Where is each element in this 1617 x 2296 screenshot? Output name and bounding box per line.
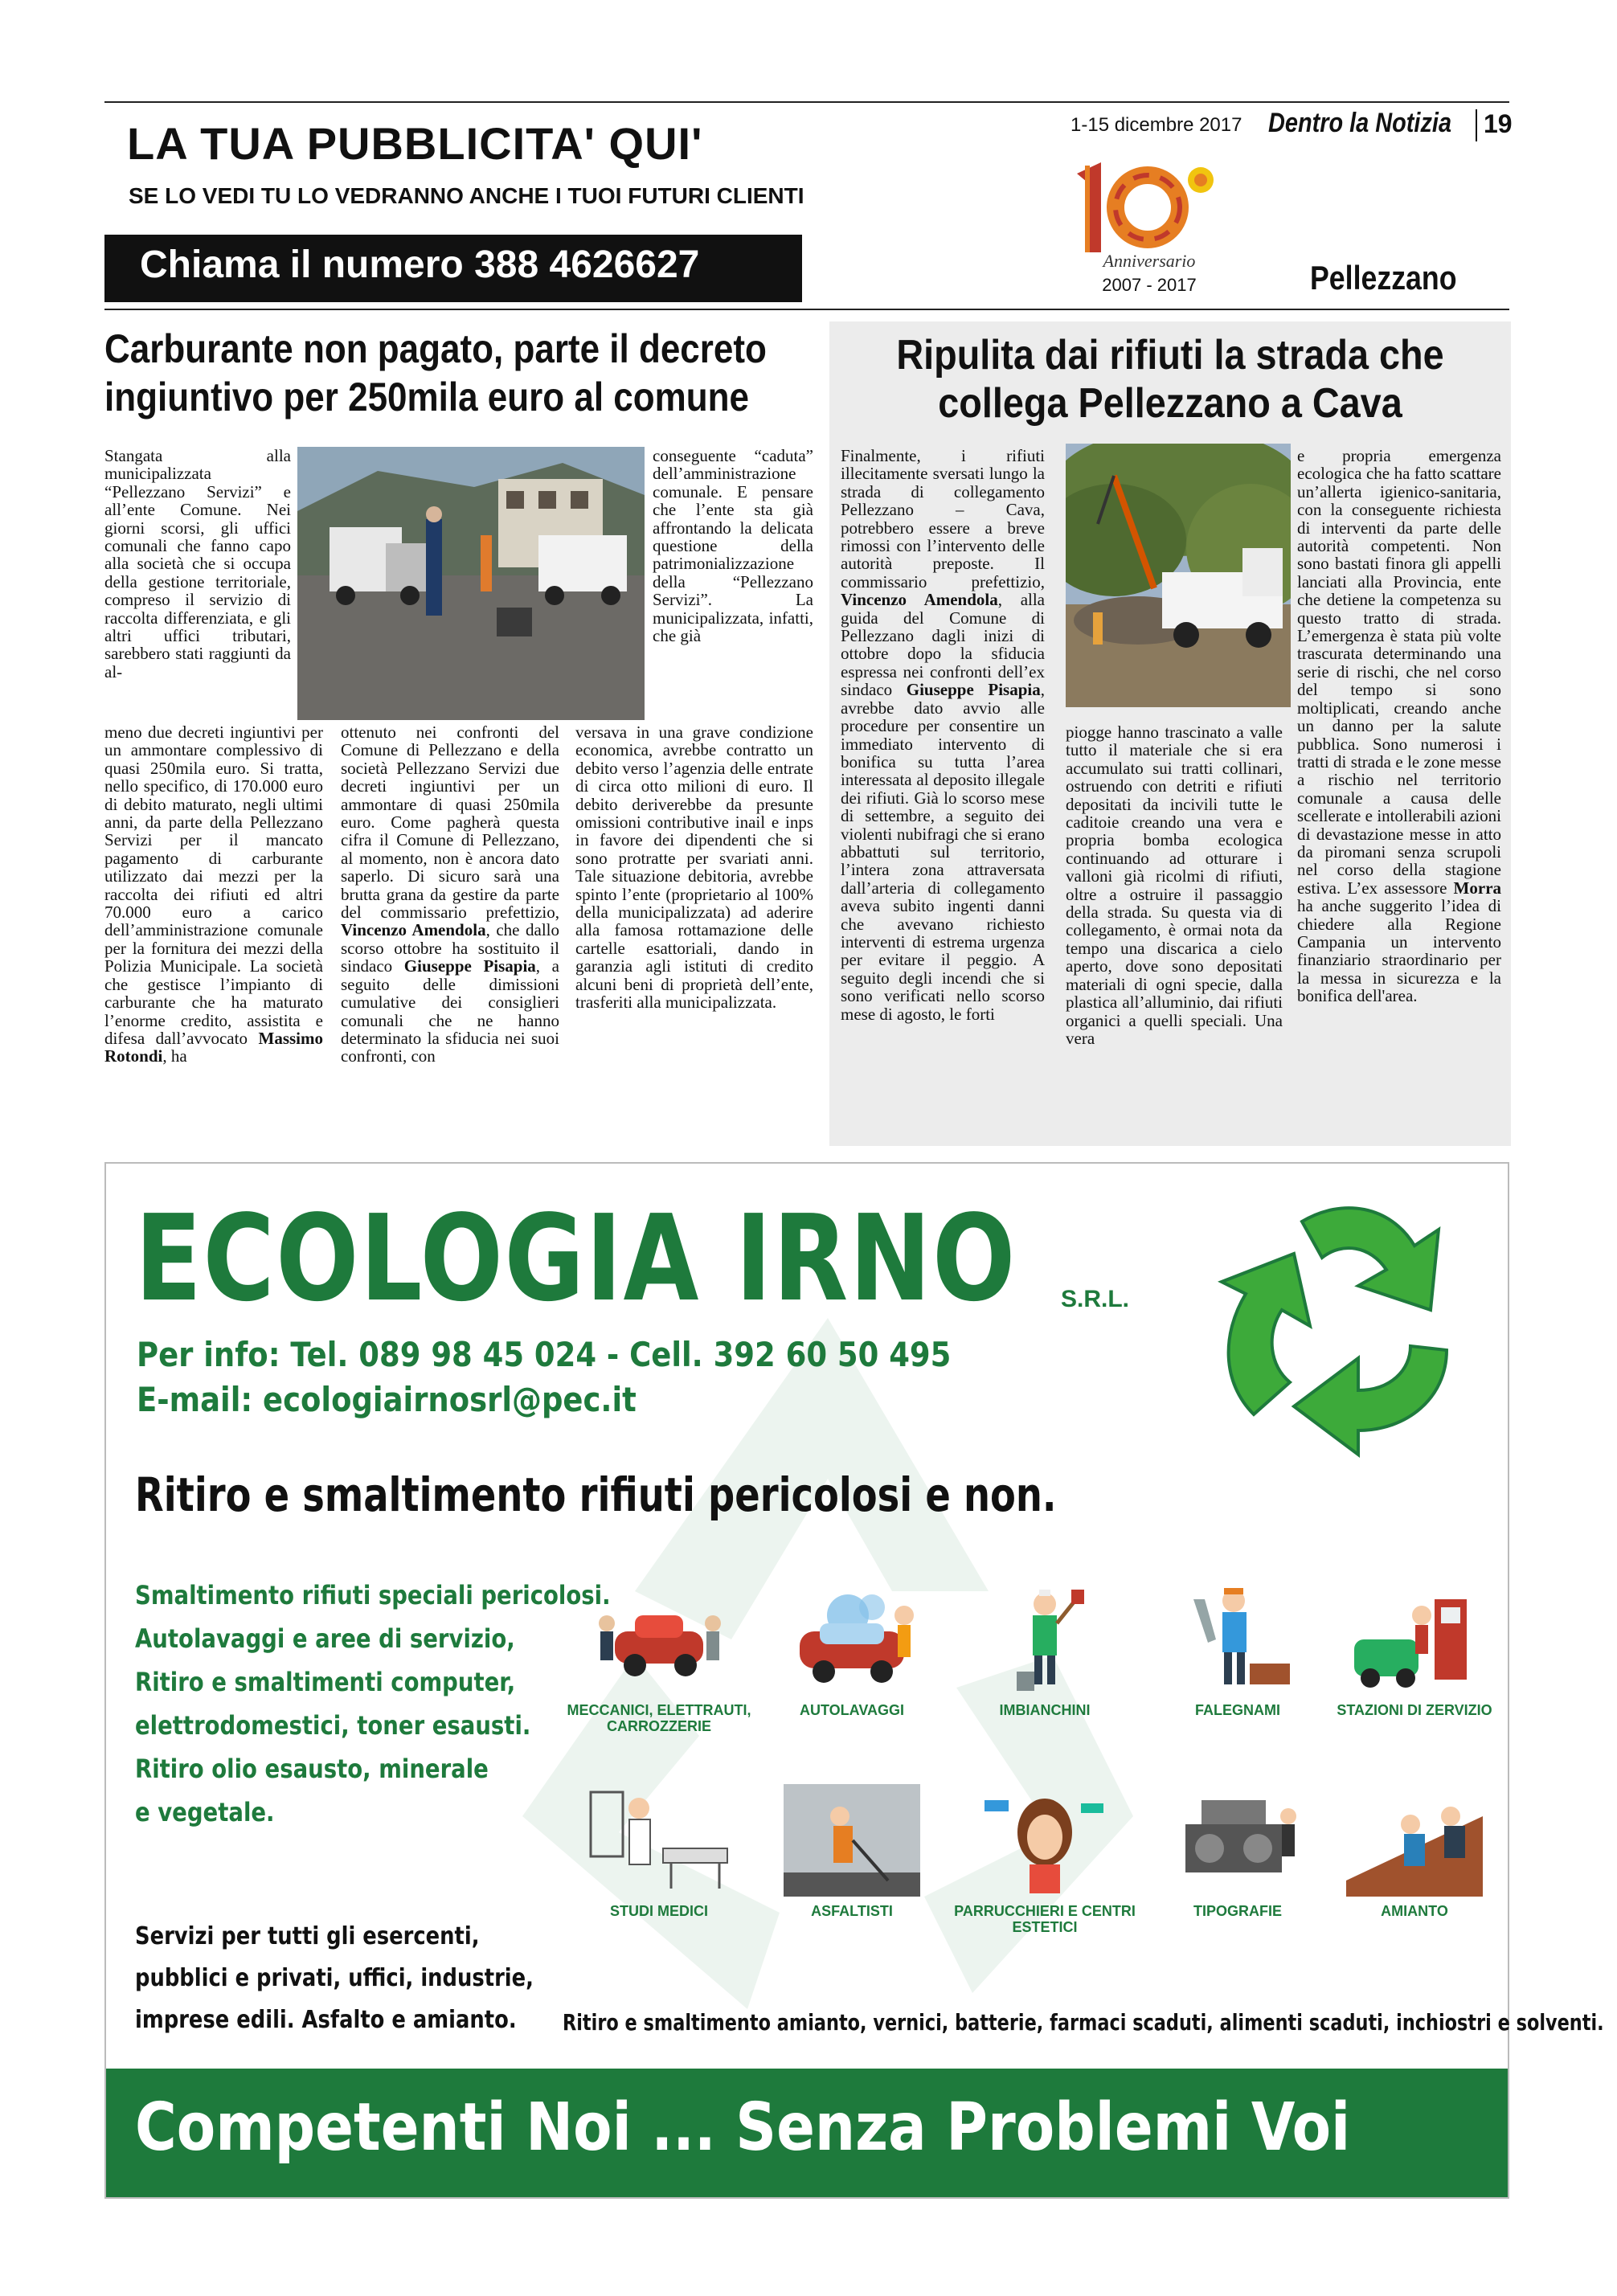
category-label: FALEGNAMI [1195,1702,1280,1718]
asphalt-worker-icon [784,1784,920,1897]
article1-col2-text-c: , a seguito delle dimissioni cumulative dei consiglieri comunali che ne hanno determinato la sfiducia nei suoi confronti, con [341,956,559,1066]
category-label: STAZIONI DI ZERVIZIO [1337,1702,1492,1718]
service-list-item: elettrodomestici, toner esausti. [135,1710,531,1741]
article2-col3-text-b: ha anche suggerito l’idea di chiedere alla Regione Campania un intervento finanziario straordinario per la messa in sicurezza e la bonifica dell'area. [1297,896,1501,1006]
anniversary-label: Anniversario [1103,251,1196,271]
paper-name: Dentro la Notizia [1268,108,1452,138]
category-label: AUTOLAVAGGI [800,1702,904,1718]
article1-col2-name2: Giuseppe Pisapia [403,956,536,976]
article1-headline [104,325,767,421]
article1-col1-name: Massimo Rotondi [104,1028,323,1066]
category-mechanics [563,1583,755,1734]
article2-col1-name2: Giuseppe Pisapia [906,680,1041,700]
ad-disposal-list: Ritiro e smaltimento amianto, vernici, batterie, farmaci scaduti, alimenti scaduti, inchiostri e solventi. [563,2009,1604,2036]
article2-col2: piogge hanno trascinato a valle tutto il materiale che si era accumulato sui tratti collinari, ostruendo con detriti e rifiuti depositati da incivili tutte le caditoie creando una vera e propria bomba ecologica continuando ad otturare i valloni già ricolmi di rifiuti, oltre a ostruire il passaggio della strada. Su questa via di collegamento, è ormai nota da tempo una discarica a cielo aperto, dove sono depositati materiali di ogni specie, dalla plastica all’alluminio, dai rifiuti organici a quelli speciali. Una vera [1066,723,1283,1048]
service-list-item: Smaltimento rifiuti speciali pericolosi. [135,1580,611,1610]
service-list-item: e vegetale. [135,1797,275,1827]
category-label: IMBIANCHINI [999,1702,1091,1718]
article1-col3-top: conseguente “caduta” dell’amministrazione comunale. E pensare che l’ente sta già affrontando la delicata questione della patrimonializzazione della “Pellezzano Servizi”. La municipalizzata, infatti, che già [653,447,813,646]
category-asphalt [755,1784,948,1919]
article2-col1-text-b: , alla guida del Comune di Pellezzano dagli inizi di ottobre dopo la sfiducia espressa nei confronti dell’ex sindaco [841,590,1045,700]
category-hairdressers [948,1784,1141,1935]
services-note-line: pubblici e privati, uffici, industrie, [135,1964,534,1992]
carpenter-icon [1169,1583,1306,1696]
printing-press-icon [1169,1784,1306,1897]
brand-suffix: S.R.L. [1061,1286,1130,1312]
doctor-icon [583,1784,735,1897]
ad-subtitle: SE LO VEDI TU LO VEDRANNO ANCHE I TUOI FUTURI CLIENTI [129,183,804,208]
service-list-item: Ritiro olio esausto, minerale [135,1754,489,1784]
contact-info [137,1332,951,1422]
header-divider [1476,109,1477,141]
anniversary-years: 2007 - 2017 [1102,275,1197,295]
category-printing [1141,1784,1334,1919]
article2-headline [863,331,1476,428]
section-title: Pellezzano [1310,259,1457,297]
article1-headline-line2: ingiuntivo per 250mila euro al comune [104,374,749,420]
header-rule [104,309,1509,310]
service-list-item: Ritiro e smaltimenti computer, [135,1667,516,1697]
car-wash-icon [784,1583,920,1696]
article2-headline-line1: Ripulita dai rifiuti la strada che [896,332,1444,379]
article1-col1-top: Stangata alla municipalizzata “Pellezzano Servizi” e all’ente Comune. Nei giorni scorsi, gli uffici comunali che fanno capo alla società che si occupa della gestione territoriale, compreso il servizio di raccolta differenziata, e gli altri uffici tributari, sarebbero stati raggiunti da al- [104,447,291,681]
article1-col1-text: meno due decreti ingiuntivi per un ammontare complessivo di quasi 250mila euro. Si tratta, nello specifico, di 170.000 euro di debito maturato, negli ultimi anni, da parte della Pellezzano Servizi per il mancato pagamento di carburante utilizzato dai mezzi per la raccolta dei rifiuti ed altri 70.000 euro a carico dell’amministrazione comunale per la fornitura dei mezzi della Polizia Municipale. La società che gestisce l’impianto di carburante che ha maturato l’enorme credito, assistita e difesa dall’avvocato [104,723,323,1048]
article1-col2-name1: Vincenzo Amendola [341,920,486,940]
contact-email: E-mail: ecologiairnosrl@pec.it [137,1380,637,1419]
car-repair-icon [591,1583,727,1696]
category-painters [948,1583,1141,1718]
category-carwash [755,1583,948,1718]
article2-col3-name: Morra [1453,878,1501,898]
category-label: TIPOGRAFIE [1193,1903,1282,1919]
category-carpenters [1141,1583,1334,1718]
anniversary-logo [1069,158,1230,299]
services-note [135,1916,534,2041]
article1-col2-text-a: ottenuto nei confronti del Comune di Pellezzano e della società Pellezzano Servizi due decreti ingiuntivi per un ammontare di quasi 250mila euro. Come pagherà questa cifra il Comune di Pellezzano, al momento, non è ancora dato saperlo. Di sicuro sarà una brutta grana da gestire da parte del commissario prefettizio, [341,723,559,923]
issue-date: 1-15 dicembre 2017 [1070,114,1242,136]
services-note-line: Servizi per tutti gli esercenti, [135,1922,480,1950]
top-rule [104,101,1509,103]
article2-col1 [841,447,1045,1138]
category-label: MECCANICI, ELETTRAUTI, CARROZZERIE [567,1702,751,1734]
recycle-icon [1206,1189,1479,1463]
article1-col1-bottom [104,723,323,1133]
hairdresser-icon [976,1784,1113,1897]
service-list [135,1574,611,1834]
article2-col1-text-a: Finalmente, i rifiuti illecitamente sversati lungo la strada di collegamento Pellezzano – Cava, potrebbero essere a breve rimossi con l’intervento delle autorità preposte. Il commissario prefettizio, [841,447,1045,591]
ad-title: LA TUA PUBBLICITA' QUI' [127,118,703,169]
page-number: 19 [1484,109,1513,138]
contact-phone: Per info: Tel. 089 98 45 024 - Cell. 392 60 50 495 [137,1335,952,1374]
article2-col3-text-a: e propria emergenza ecologica che ha fatto scattare un’allerta igienico-sanitaria, con la conseguente richiesta di interventi da parte delle autorità competenti. Non sono bastati finora gli appelli lanciati alla Provincia, ente che detiene la competenza su questo tratto di strada. L’emergenza è stata più volte trascurata determinando una serie di rischi, che nel corso del tempo si sono moltiplicati, creando anche un danno per la salute pubblica. Sono numerosi i tratti di strada e le zone messe a rischio nel territorio comunale a causa delle scellerate e intollerabili azioni di devastazione messe in atto da piromani senza scrupoli nel corso della stagione estiva. L’ex assessore [1297,447,1501,898]
fuel-station-icon [1346,1583,1483,1696]
brand-name: ECOLOGIA IRNO [135,1189,1017,1328]
article1-col3-bottom: versava in una grave condizione economica, avrebbe contratto un debito verso l’agenzia delle entrate di circa otto milioni di euro. Il debito deriverebbe da presunte omissioni contributive inail e inps in favore dei dipendenti che si sono protratte per svariati anni. Tale situazione debitoria, avrebbe spinto l’ente (proprietario al 100% della municipalizzata) ad aderire alla famosa rottamazione delle cartelle esattoriali, dando in garanzia agli istituti di credito alcuni beni di proprietà dell’ente, trasferiti alla municipalizzata. [575,723,813,1013]
category-label: ASFALTISTI [811,1903,893,1919]
category-doctors [563,1784,755,1919]
article1-photo [297,447,645,720]
ad-tagline: Ritiro e smaltimento rifiuti pericolosi e non. [135,1467,1057,1522]
article1-col2 [341,723,559,1133]
category-label: PARRUCCHIERI E CENTRI ESTETICI [954,1903,1136,1935]
article2-col1-text-c: , avrebbe dato avvio alle procedure per consentire un immediato intervento di bonifica su tutta l’area interessata al deposito illegale dei rifiuti. Già lo scorso mese di settembre, a seguito dei violenti nubifragi che si erano abbattuti sul territorio, l’intera zona attraversata dall’arteria di collegamento aveva subito ingenti danni che avevano richiesto interventi di estrema urgenza per evitare il peggio. A seguito degli incendi che si sono verificati nello scorso mese di agosto, le forti [841,680,1045,1024]
category-label: AMIANTO [1381,1903,1448,1919]
article1-headline-line1: Carburante non pagato, parte il decreto [104,326,767,371]
category-asbestos [1318,1784,1511,1919]
ad-call-banner: Chiama il numero 388 4626627 [104,235,802,302]
service-list-item: Autolavaggi e aree di servizio, [135,1623,515,1654]
article2-photo [1066,444,1291,707]
article1-col1-end: , ha [162,1046,187,1066]
article2-headline-line2: collega Pellezzano a Cava [938,380,1402,427]
asbestos-worker-icon [1346,1784,1483,1897]
services-note-line: imprese edili. Asfalto e amianto. [135,2006,517,2034]
article1-col2-text-b: , che dallo scorso ottobre ha sostituito il sindaco [341,920,559,976]
ad-slogan: Competenti Noi ... Senza Problemi Voi [135,2089,1351,2166]
category-label: STUDI MEDICI [609,1903,708,1919]
category-fuel-stations [1318,1583,1511,1718]
article2-col3 [1297,447,1501,1138]
painter-icon [976,1583,1113,1696]
article2-col1-name1: Vincenzo Amendola [841,590,998,610]
